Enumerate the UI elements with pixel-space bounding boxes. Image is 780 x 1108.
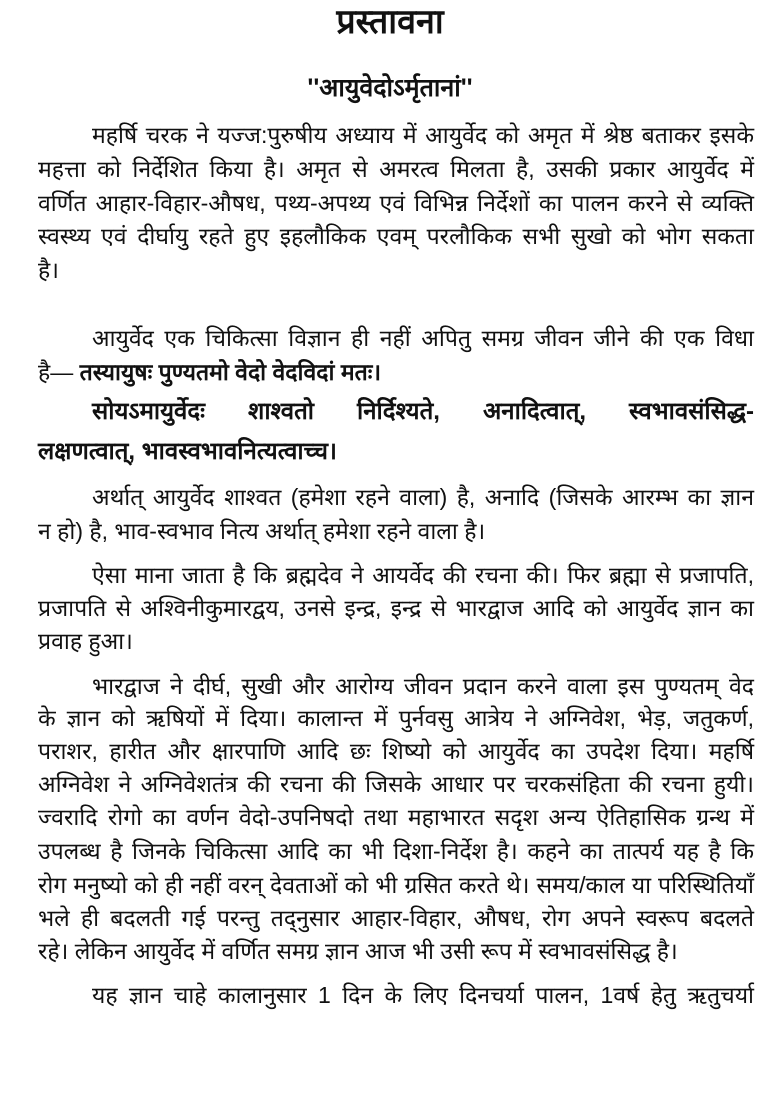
text-line: ज्वरादि रोगो का वर्णन वेदो-उपनिषदो तथा महाभारत सदृश अन्य ऐतिहासिक ग्रन्थ में [38,804,754,830]
text-line: सोयऽमायुर्वेदः शाश्वतो निर्दिश्यते, अनादित्वात्, स्वभावसंसिद्ध- [92,398,754,425]
text-line: प्रवाह हुआ। [38,628,133,654]
text-line: भले ही बदलती गई परन्तु तद्नुसार आहार-विहार, औषध, रोग अपने स्वरूप बदलते [38,905,754,931]
text-line: लक्षणत्वात्, भावस्वभावनित्यत्वाच्च। [38,438,338,465]
text-line: अर्थात् आयुर्वेद शाश्वत (हमेशा रहने वाला) है, अनादि (जिसके आरम्भ का ज्ञान [92,484,754,510]
text-line: उपलब्ध है जिनके चिकित्सा आदि का भी दिशा-निर्देश है। कहने का तात्पर्य यह है कि [38,838,754,864]
text-line: वर्णित आहार-विहार-औषध, पथ्य-अपथ्य एवं विभिन्न निर्देशों का पालन करने से व्यक्ति [38,190,754,216]
text-line: अग्निवेश ने अग्निवेशतंत्र की रचना की जिसके आधार पर चरकसंहिता की रचना हुयी। [38,771,754,797]
text-line: रोग मनुष्यो को ही नहीं वरन् देवताओं को भी ग्रसित करते थे। समय/काल या परिस्थितियाँ [38,872,754,898]
text-line: पराशर, हारीत और क्षारपाणि आदि छः शिष्यो को आयुर्वेद का उपदेश दिया। महर्षि [38,738,754,764]
text-line [38,356,754,388]
text-line: आयुर्वेद एक चिकित्सा विज्ञान ही नहीं अपितु समग्र जीवन जीने की एक विधा [92,325,754,351]
text-line: है। [38,257,59,283]
text-line: महर्षि चरक ने यज्ज:पुरुषीय अध्याय में आयुर्वेद को अमृत में श्रेष्ठ बताकर इसके [92,122,754,148]
text-line: महत्ता को निर्देशित किया है। अमृत से अमरत्व मिलता है, उसकी प्रकार आयुर्वेद में [38,156,754,182]
page-title: प्रस्तावना [336,3,444,41]
text-line: रहे। लेकिन आयुर्वेद में वर्णित समग्र ज्ञान आज भी उसी रूप में स्वभावसंसिद्ध है। [38,938,678,964]
sanskrit-quote: तस्यायुषः पुण्यतमो वेदो वेदविदां मतः। [79,359,382,385]
section-subtitle: ''आयुवेदोऽर्मृतानां'' [307,74,473,102]
text-line: के ज्ञान को ऋषियों में दिया। कालान्त में पुर्नवसु आत्रेय ने अग्निवेश, भेड़, जतुकर्ण, [38,705,754,731]
text-line: स्वस्थ्य एवं दीर्घायु रहते हुए इहलौकिक एवम् परलौकिक सभी सुखो को भोग सकता [38,223,754,249]
text-line: यह ज्ञान चाहे कालानुसार 1 दिन के लिए दिनचर्या पालन, 1वर्ष हेतु ऋतुचर्या [92,982,754,1008]
text-line: भारद्वाज ने दीर्घ, सुखी और आरोग्य जीवन प्रदान करने वाला इस पुण्यतम् वेद [92,673,754,699]
text-line: न हो) है, भाव-स्वभाव नित्य अर्थात् हमेशा रहने वाला है। [38,518,486,544]
text-fragment: है— [38,359,74,385]
text-line: ऐसा माना जाता है कि ब्रह्मदेव ने आयर्वेद की रचना की। फिर ब्रह्मा से प्रजापति, [92,562,754,588]
text-line: प्रजापति से अश्विनीकुमारद्वय, उनसे इन्द्र, इन्द्र से भारद्वाज आदि को आयुर्वेद ज्ञान का [38,595,754,621]
